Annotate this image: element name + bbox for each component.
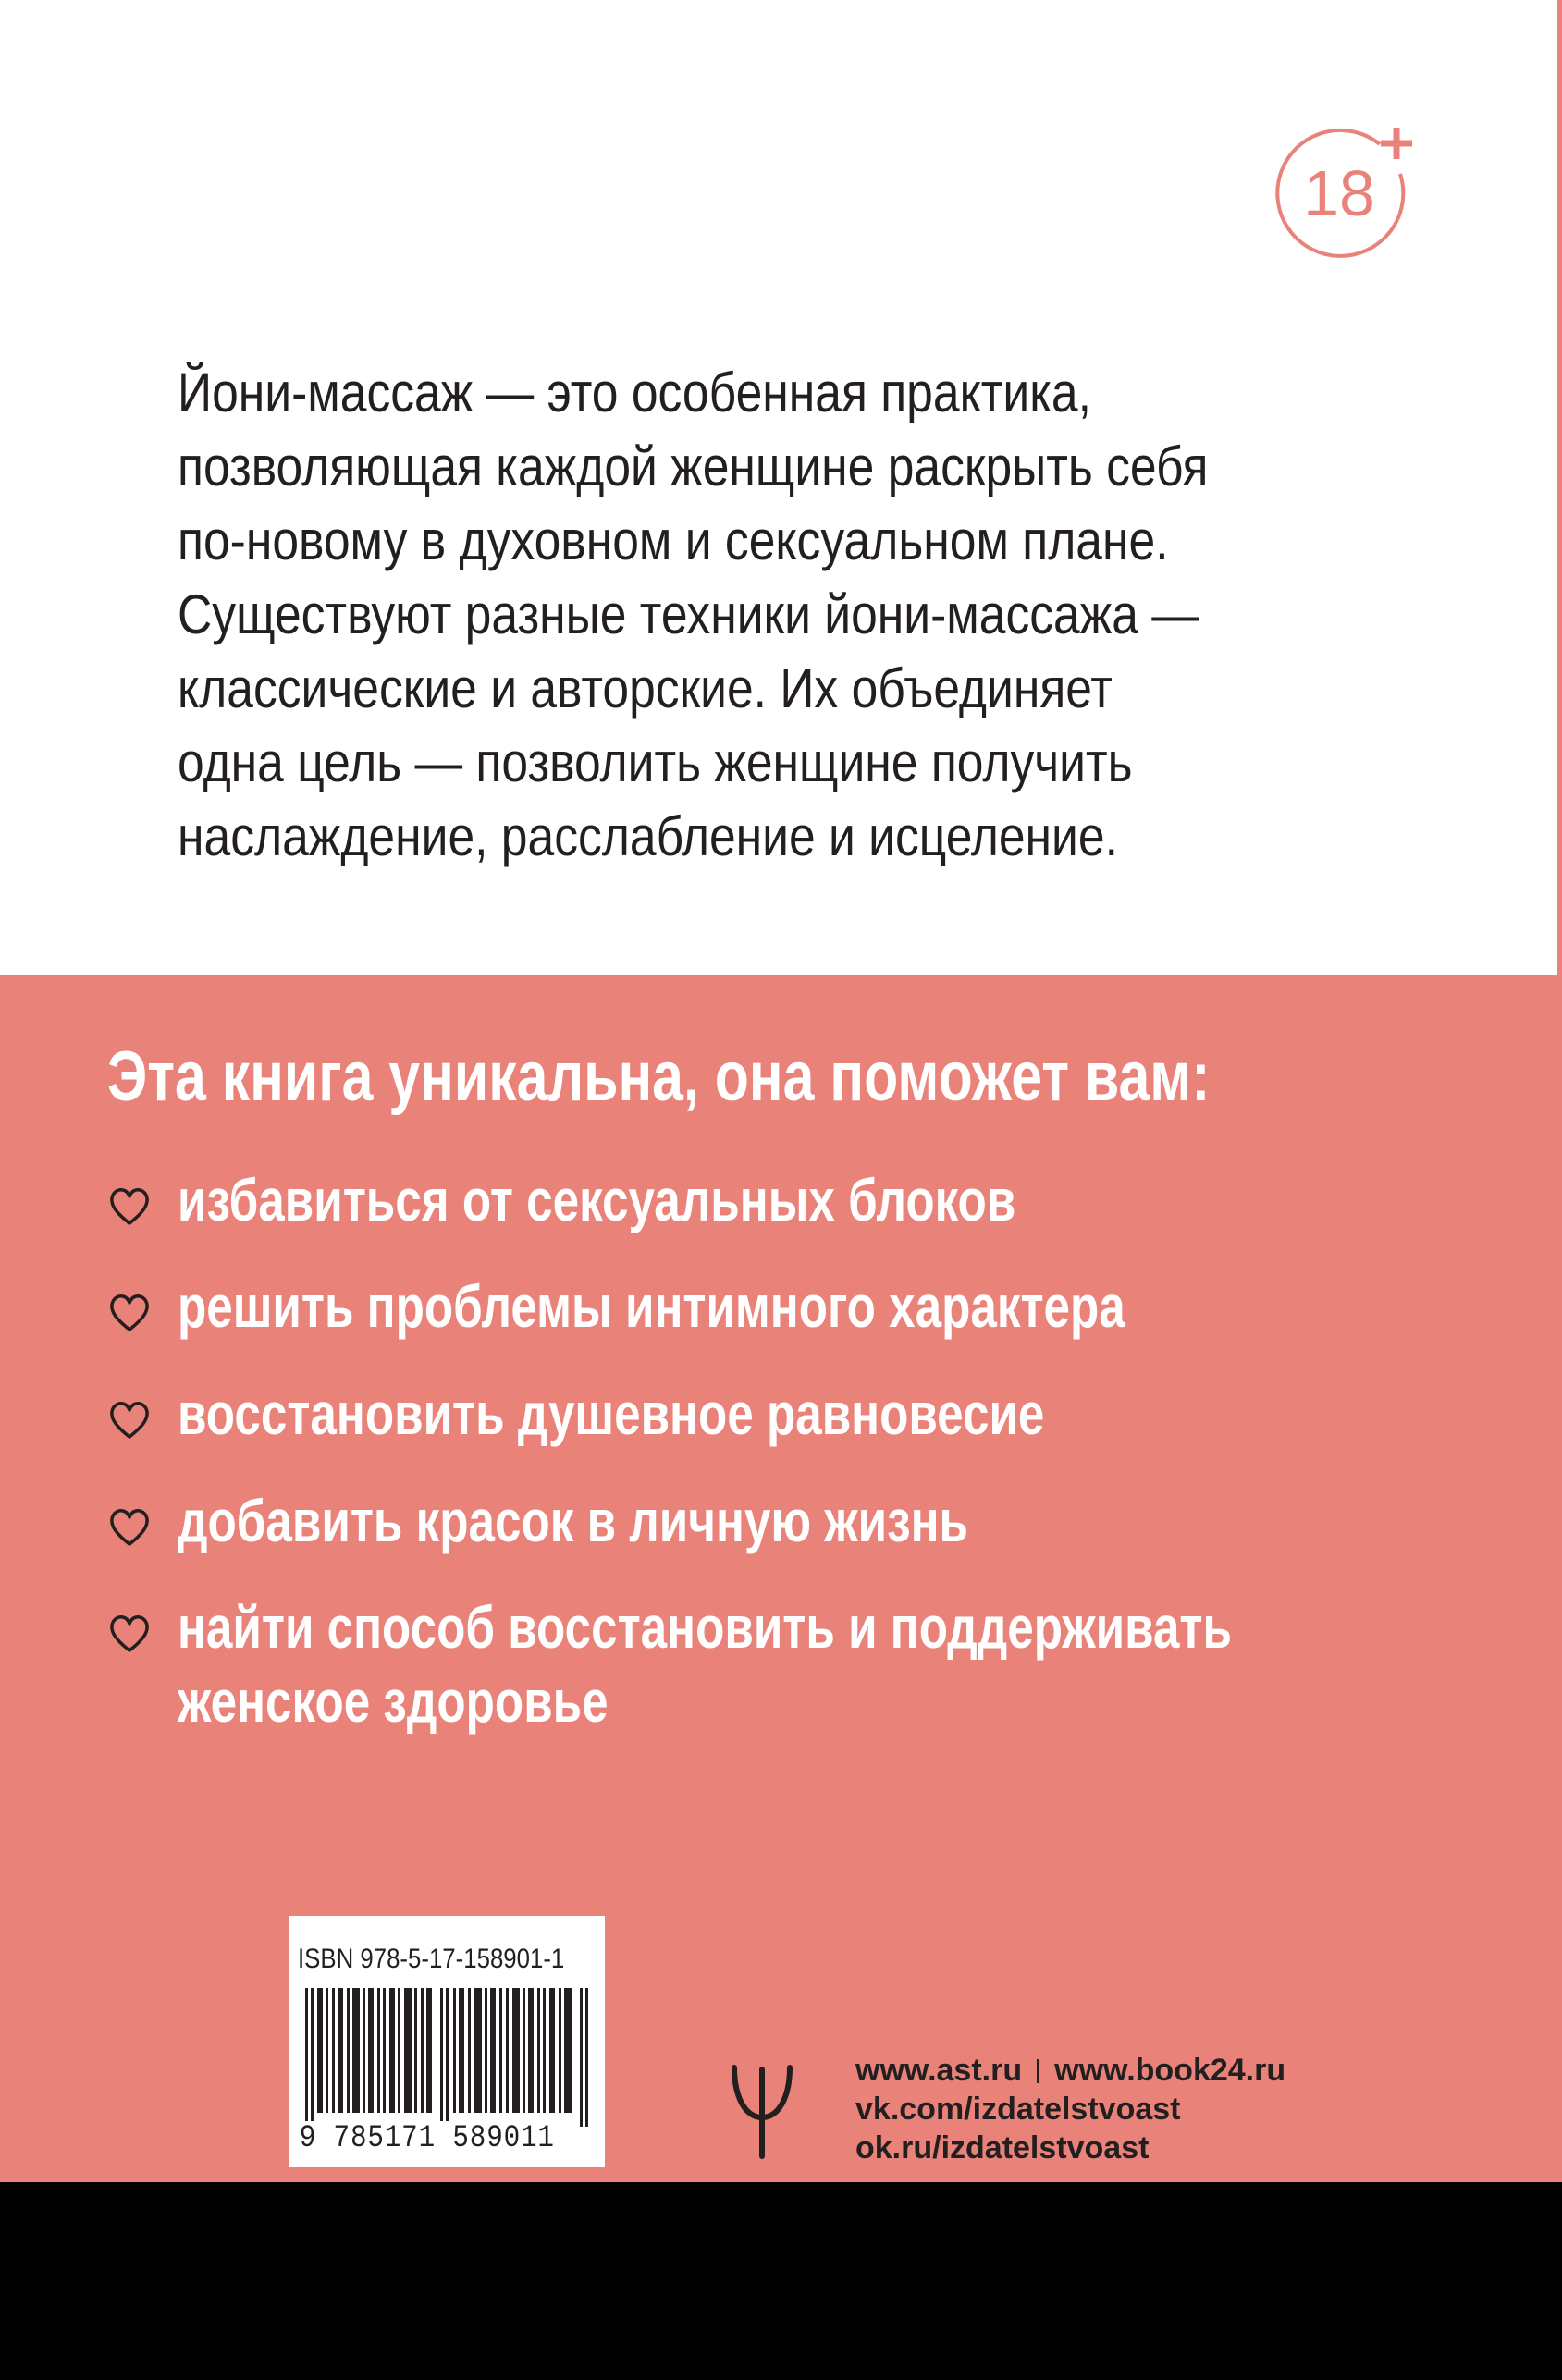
benefit-text: решить проблемы интимного характера (178, 1273, 1125, 1340)
barcode-icon (305, 1988, 588, 2127)
heart-outline-icon (109, 1614, 150, 1655)
benefit-text: добавить красок в личную жизнь (178, 1488, 968, 1554)
isbn-label: ISBN 978-5-17-158901-1 (298, 1944, 565, 1974)
benefit-item (109, 1590, 1495, 1738)
benefit-item (109, 1484, 1166, 1558)
benefit-item (109, 1163, 1225, 1237)
pink-edge-strip (1557, 0, 1562, 975)
benefit-item (109, 1377, 1261, 1451)
benefit-item (109, 1270, 1362, 1343)
heart-outline-icon (109, 1401, 150, 1441)
psi-icon (729, 2060, 795, 2162)
intro-paragraph (178, 356, 1291, 874)
benefits-panel (0, 975, 1562, 2182)
heart-outline-icon (109, 1187, 150, 1228)
bottom-black-bar (0, 2182, 1562, 2380)
age-rating-badge (1269, 120, 1417, 268)
intro-line: по-новому в духовном и сексуальном плане. (178, 509, 1169, 571)
publisher-logo (729, 2060, 795, 2162)
intro-line: Йони-массаж — это особенная практика, (178, 362, 1091, 423)
barcode-digits: 9 785171 589011 (299, 2121, 555, 2156)
benefit-text: восстановить душевное равновесие (178, 1380, 1045, 1447)
intro-line: наслаждение, расслабление и исцеление. (178, 805, 1118, 867)
benefit-text: избавиться от сексуальных блоков (178, 1167, 1016, 1233)
benefit-text: найти способ восстановить и поддерживать (178, 1594, 1232, 1661)
ok-link[interactable]: ok.ru/izdatelstvoast (855, 2130, 1150, 2165)
publisher-links (855, 2051, 1285, 2167)
heart-outline-icon (109, 1508, 150, 1549)
intro-line: одна цель — позволить женщине получить (178, 731, 1133, 793)
isbn-barcode-block (289, 1916, 605, 2167)
vk-link[interactable]: vk.com/izdatelstvoast (855, 2092, 1181, 2127)
ast-site-link[interactable]: www.ast.ru (855, 2053, 1023, 2088)
benefit-text: женское здоровье (178, 1668, 609, 1735)
book24-site-link[interactable]: www.book24.ru (1054, 2053, 1286, 2088)
intro-line: классические и авторские. Их объединяет (178, 657, 1113, 719)
age-18-plus-icon (1269, 120, 1417, 268)
link-separator (1037, 2059, 1039, 2083)
heart-outline-icon (109, 1294, 150, 1334)
benefits-headline: Эта книга уникальна, она поможет вам: (107, 1037, 1211, 1116)
intro-line: позволяющая каждой женщине раскрыть себя (178, 436, 1209, 497)
svg-text:18: 18 (1303, 157, 1375, 229)
intro-line: Существуют разные техники йони-массажа — (178, 583, 1199, 645)
